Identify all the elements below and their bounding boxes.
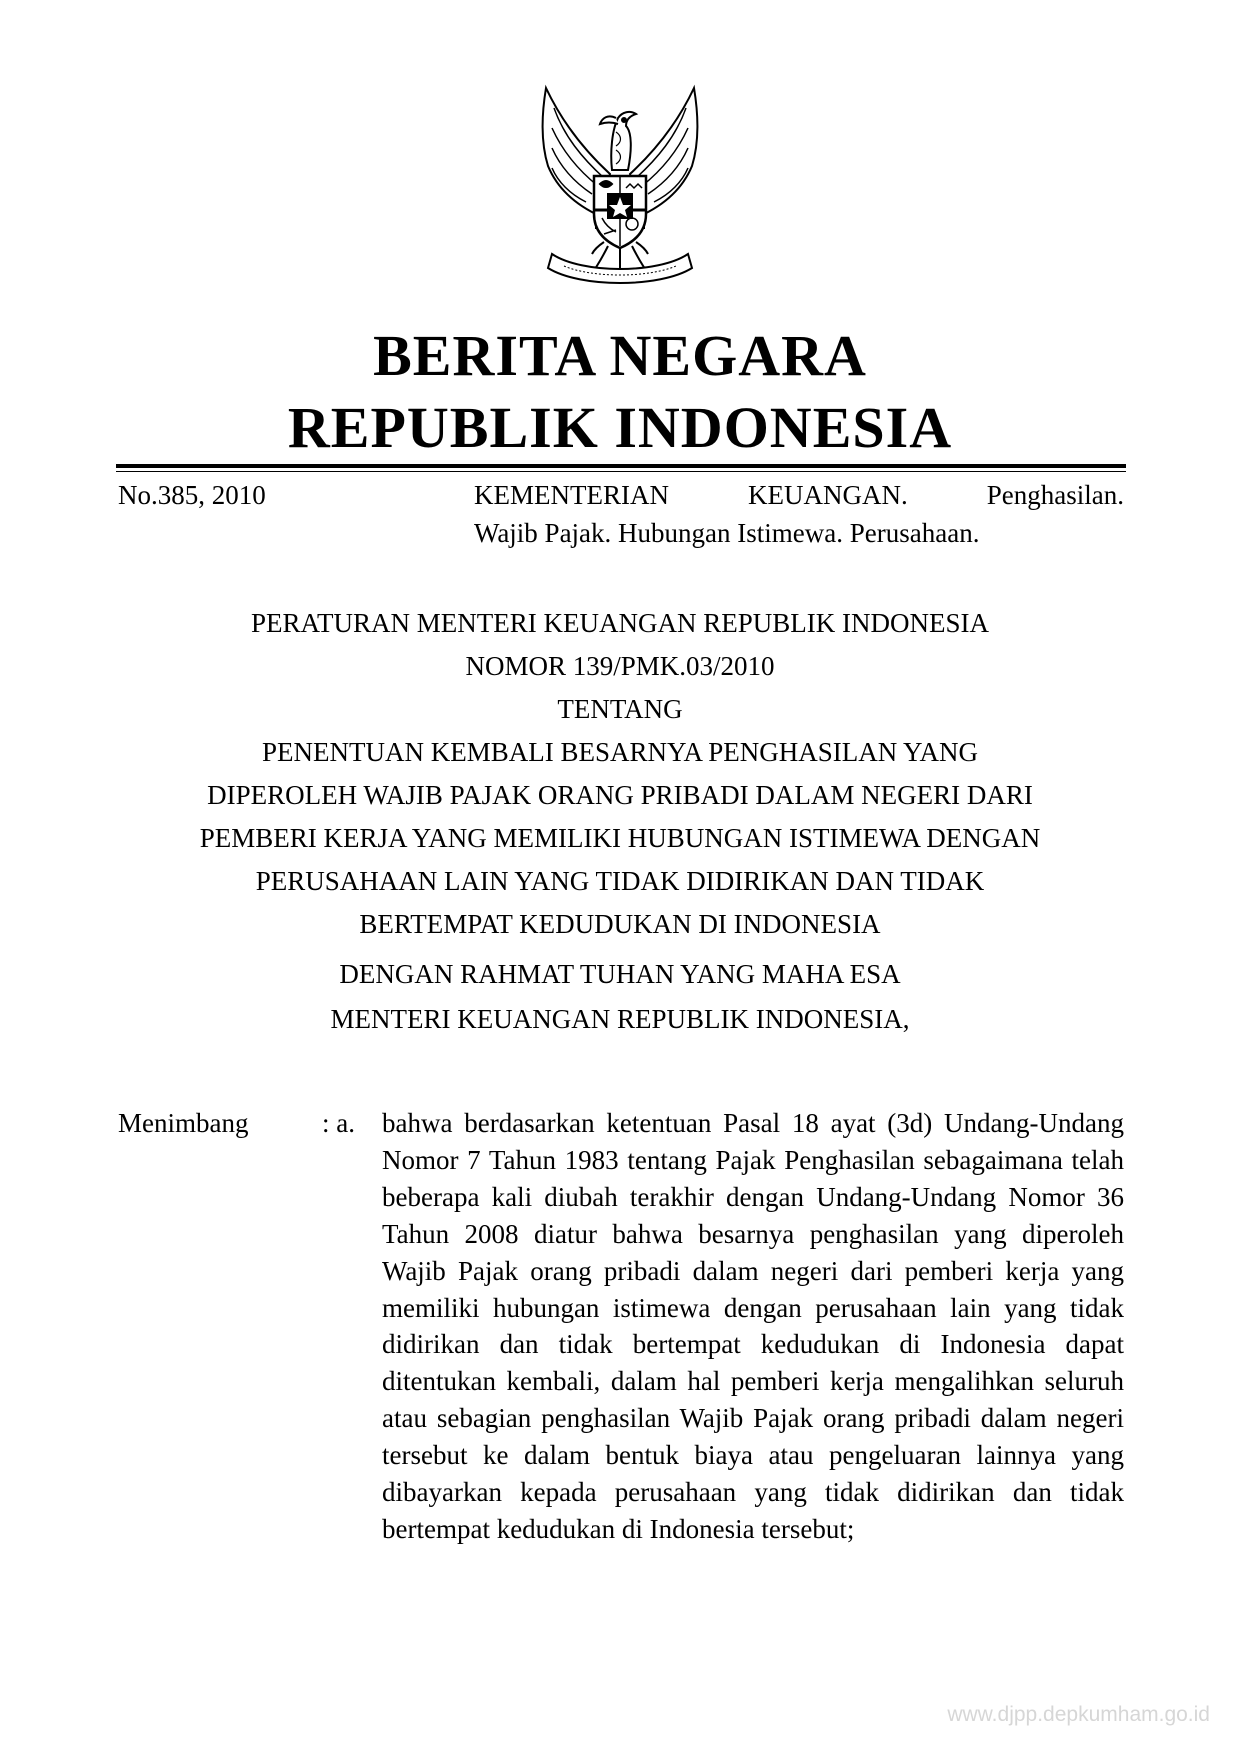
considerations-text: bahwa berdasarkan ketentuan Pasal 18 ayat (3d) Undang-Undang Nomor 7 Tahun 1983 tentang Pajak Penghasilan sebagaimana telah beberapa kali diubah terakhir dengan Undang-Undang Nomor 36 Tahun 2008 diatur bahwa besarnya penghasilan yang diperoleh Wajib Pajak orang pribadi dalam negeri dari pemberi kerja yang memiliki hubungan istimewa dengan perusahaan lain yang tidak didirikan dan tidak bertempat kedudukan di Indonesia dapat ditentukan kembali, dalam hal pemberi kerja mengalihkan seluruh atau sebagian penghasilan Wajib Pajak orang pribadi dalam negeri tersebut ke dalam bentuk biaya atau pengeluaran lainnya yang dibayarkan kepada perusahaan yang tidak didirikan dan tidak bertempat kedudukan di Indonesia tersebut; xyxy=(382,1108,1124,1544)
garuda-pancasila-emblem-icon xyxy=(512,78,728,294)
opening-minister: MENTERI KEUANGAN REPUBLIK INDONESIA, xyxy=(330,1004,910,1034)
regulation-title-line: PERUSAHAAN LAIN YANG TIDAK DIDIRIKAN DAN TIDAK xyxy=(255,866,985,896)
regulation-about: TENTANG xyxy=(557,694,683,724)
regulation-title-line: PENENTUAN KEMBALI BESARNYA PENGHASILAN YANG xyxy=(261,737,978,767)
subject-word: KEUANGAN. xyxy=(748,480,908,510)
watermark-url: www.djpp.depkumham.go.id xyxy=(947,1703,1210,1726)
gazette-subject-line2: Wajib Pajak. Hubungan Istimewa. Perusahaan. xyxy=(474,518,980,548)
subject-word: KEMENTERIAN xyxy=(474,480,669,510)
regulation-number: NOMOR 139/PMK.03/2010 xyxy=(465,651,775,681)
regulation-title-line: BERTEMPAT KEDUDUKAN DI INDONESIA xyxy=(359,909,881,939)
considerations-label: Menimbang xyxy=(118,1108,249,1138)
gazette-subject-line1 xyxy=(474,476,1124,514)
regulation-title-line: PEMBERI KERJA YANG MEMILIKI HUBUNGAN ISTIMEWA DENGAN xyxy=(199,823,1041,853)
regulation-heading: PERATURAN MENTERI KEUANGAN REPUBLIK INDONESIA xyxy=(251,608,989,638)
gazette-subject xyxy=(474,476,1124,552)
masthead-rule-thin xyxy=(116,471,1126,472)
opening-blessing: DENGAN RAHMAT TUHAN YANG MAHA ESA xyxy=(339,959,901,989)
masthead-subtitle: REPUBLIK INDONESIA xyxy=(287,395,953,460)
masthead-title: BERITA NEGARA xyxy=(373,323,867,388)
masthead-rule xyxy=(116,464,1126,468)
regulation-title-line: DIPEROLEH WAJIB PAJAK ORANG PRIBADI DALAM NEGERI DARI xyxy=(207,780,1033,810)
subject-word: Penghasilan. xyxy=(986,480,1125,510)
gazette-number: No.385, 2010 xyxy=(118,480,266,510)
considerations-marker: : a. xyxy=(322,1108,355,1138)
